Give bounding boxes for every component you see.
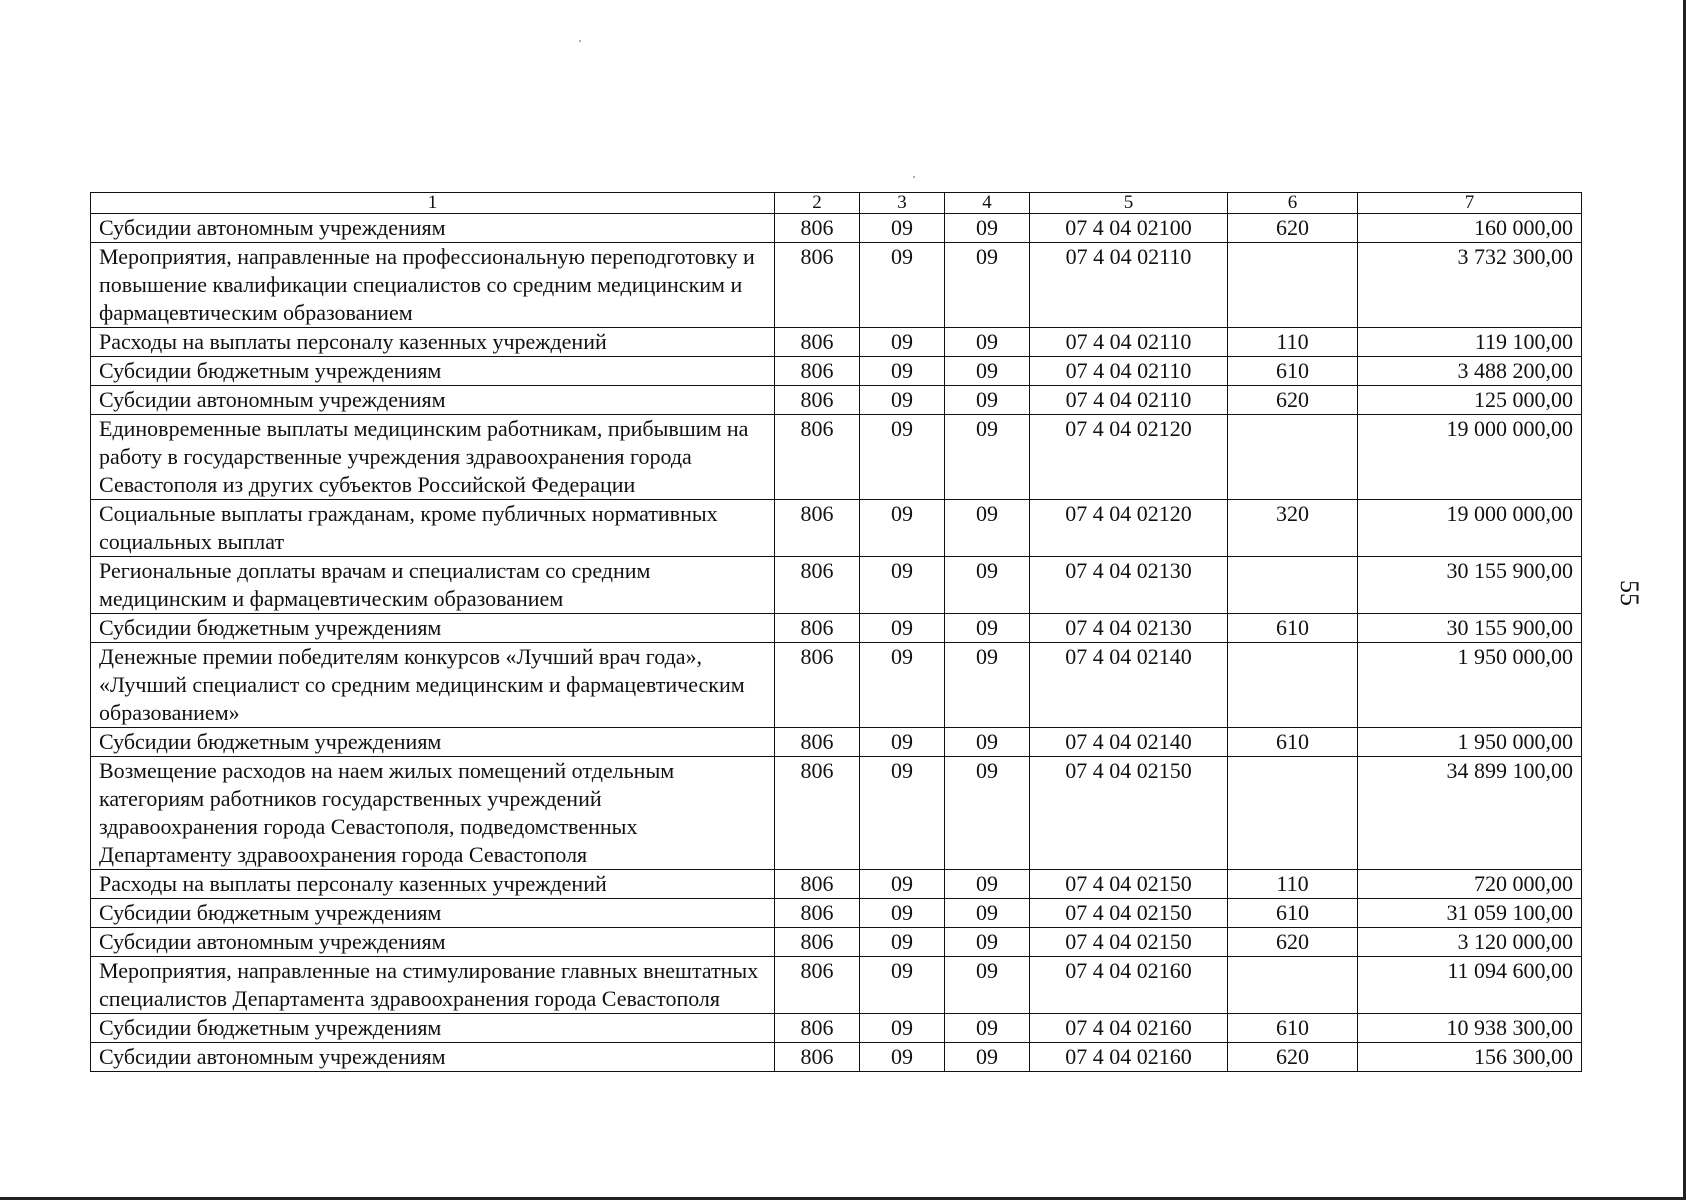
- ministry-code-cell: 806: [775, 243, 860, 328]
- target-article-cell: 07 4 04 02120: [1030, 415, 1228, 500]
- table-row: [91, 328, 1582, 357]
- row-name-cell: Субсидии автономным учреждениям: [91, 1043, 775, 1072]
- ministry-code-cell: 806: [775, 557, 860, 614]
- target-article-cell: 07 4 04 02150: [1030, 757, 1228, 870]
- subsection-code-cell: 09: [945, 643, 1030, 728]
- target-article-cell: 07 4 04 02100: [1030, 214, 1228, 243]
- target-article-cell: 07 4 04 02140: [1030, 728, 1228, 757]
- scan-speck: [913, 176, 915, 178]
- target-article-cell: 07 4 04 02160: [1030, 957, 1228, 1014]
- table-row: [91, 214, 1582, 243]
- header-cell: 4: [945, 193, 1030, 214]
- row-name-cell: Субсидии автономным учреждениям: [91, 386, 775, 415]
- expense-type-cell: 110: [1228, 870, 1358, 899]
- ministry-code-cell: 806: [775, 386, 860, 415]
- row-name-cell: Субсидии бюджетным учреждениям: [91, 614, 775, 643]
- table-row: [91, 1014, 1582, 1043]
- table-row: [91, 243, 1582, 328]
- ministry-code-cell: 806: [775, 415, 860, 500]
- subsection-code-cell: 09: [945, 357, 1030, 386]
- subsection-code-cell: 09: [945, 899, 1030, 928]
- ministry-code-cell: 806: [775, 1014, 860, 1043]
- header-row: [91, 193, 1582, 214]
- amount-cell: 125 000,00: [1358, 386, 1582, 415]
- row-name-cell: Субсидии бюджетным учреждениям: [91, 1014, 775, 1043]
- amount-cell: 3 732 300,00: [1358, 243, 1582, 328]
- expense-type-cell: 610: [1228, 899, 1358, 928]
- expense-type-cell: 610: [1228, 357, 1358, 386]
- section-code-cell: 09: [860, 328, 945, 357]
- section-code-cell: 09: [860, 1043, 945, 1072]
- row-name-cell: Денежные премии победителям конкурсов «Лучший врач года», «Лучший специалист со средним медицинским и фармацевтическим образованием»: [91, 643, 775, 728]
- subsection-code-cell: 09: [945, 757, 1030, 870]
- row-name-cell: Региональные доплаты врачам и специалистам со средним медицинским и фармацевтическим образованием: [91, 557, 775, 614]
- ministry-code-cell: 806: [775, 500, 860, 557]
- subsection-code-cell: 09: [945, 328, 1030, 357]
- row-name-cell: Субсидии бюджетным учреждениям: [91, 899, 775, 928]
- target-article-cell: 07 4 04 02160: [1030, 1014, 1228, 1043]
- row-name-cell: Расходы на выплаты персоналу казенных учреждений: [91, 870, 775, 899]
- table-row: [91, 357, 1582, 386]
- subsection-code-cell: 09: [945, 728, 1030, 757]
- target-article-cell: 07 4 04 02110: [1030, 243, 1228, 328]
- section-code-cell: 09: [860, 415, 945, 500]
- section-code-cell: 09: [860, 386, 945, 415]
- target-article-cell: 07 4 04 02150: [1030, 870, 1228, 899]
- section-code-cell: 09: [860, 643, 945, 728]
- section-code-cell: 09: [860, 928, 945, 957]
- budget-table: [90, 192, 1582, 1072]
- subsection-code-cell: 09: [945, 1014, 1030, 1043]
- ministry-code-cell: 806: [775, 357, 860, 386]
- amount-cell: 11 094 600,00: [1358, 957, 1582, 1014]
- table-row: [91, 757, 1582, 870]
- subsection-code-cell: 09: [945, 243, 1030, 328]
- scan-speck: [579, 40, 581, 42]
- amount-cell: 156 300,00: [1358, 1043, 1582, 1072]
- row-name-cell: Субсидии автономным учреждениям: [91, 928, 775, 957]
- target-article-cell: 07 4 04 02130: [1030, 614, 1228, 643]
- table-row: [91, 500, 1582, 557]
- subsection-code-cell: 09: [945, 500, 1030, 557]
- target-article-cell: 07 4 04 02160: [1030, 1043, 1228, 1072]
- target-article-cell: 07 4 04 02130: [1030, 557, 1228, 614]
- table-row: [91, 870, 1582, 899]
- table-row: [91, 1043, 1582, 1072]
- table-row: [91, 728, 1582, 757]
- ministry-code-cell: 806: [775, 757, 860, 870]
- row-name-cell: Расходы на выплаты персоналу казенных учреждений: [91, 328, 775, 357]
- section-code-cell: 09: [860, 899, 945, 928]
- amount-cell: 19 000 000,00: [1358, 500, 1582, 557]
- subsection-code-cell: 09: [945, 386, 1030, 415]
- row-name-cell: Социальные выплаты гражданам, кроме публичных нормативных социальных выплат: [91, 500, 775, 557]
- amount-cell: 3 120 000,00: [1358, 928, 1582, 957]
- expense-type-cell: [1228, 643, 1358, 728]
- amount-cell: 720 000,00: [1358, 870, 1582, 899]
- table-row: [91, 614, 1582, 643]
- subsection-code-cell: 09: [945, 614, 1030, 643]
- target-article-cell: 07 4 04 02110: [1030, 386, 1228, 415]
- section-code-cell: 09: [860, 1014, 945, 1043]
- expense-type-cell: [1228, 757, 1358, 870]
- amount-cell: 10 938 300,00: [1358, 1014, 1582, 1043]
- amount-cell: 119 100,00: [1358, 328, 1582, 357]
- row-name-cell: Субсидии автономным учреждениям: [91, 214, 775, 243]
- expense-type-cell: 320: [1228, 500, 1358, 557]
- ministry-code-cell: 806: [775, 728, 860, 757]
- amount-cell: 34 899 100,00: [1358, 757, 1582, 870]
- expense-type-cell: 620: [1228, 386, 1358, 415]
- expense-type-cell: [1228, 557, 1358, 614]
- table-row: [91, 643, 1582, 728]
- ministry-code-cell: 806: [775, 957, 860, 1014]
- row-name-cell: Мероприятия, направленные на профессиональную переподготовку и повышение квалификации специалистов со средним медицинским и фармацевтическим образованием: [91, 243, 775, 328]
- ministry-code-cell: 806: [775, 870, 860, 899]
- amount-cell: 30 155 900,00: [1358, 614, 1582, 643]
- ministry-code-cell: 806: [775, 214, 860, 243]
- subsection-code-cell: 09: [945, 1043, 1030, 1072]
- amount-cell: 3 488 200,00: [1358, 357, 1582, 386]
- section-code-cell: 09: [860, 757, 945, 870]
- expense-type-cell: 110: [1228, 328, 1358, 357]
- section-code-cell: 09: [860, 500, 945, 557]
- expense-type-cell: 610: [1228, 728, 1358, 757]
- section-code-cell: 09: [860, 728, 945, 757]
- amount-cell: 160 000,00: [1358, 214, 1582, 243]
- section-code-cell: 09: [860, 243, 945, 328]
- header-cell: 5: [1030, 193, 1228, 214]
- target-article-cell: 07 4 04 02150: [1030, 899, 1228, 928]
- amount-cell: 31 059 100,00: [1358, 899, 1582, 928]
- ministry-code-cell: 806: [775, 643, 860, 728]
- table-body: [91, 193, 1582, 1072]
- target-article-cell: 07 4 04 02110: [1030, 357, 1228, 386]
- subsection-code-cell: 09: [945, 214, 1030, 243]
- subsection-code-cell: 09: [945, 928, 1030, 957]
- expense-type-cell: 610: [1228, 614, 1358, 643]
- table-row: [91, 415, 1582, 500]
- page-number: 55: [1615, 580, 1644, 606]
- header-cell: 7: [1358, 193, 1582, 214]
- expense-type-cell: [1228, 957, 1358, 1014]
- section-code-cell: 09: [860, 557, 945, 614]
- ministry-code-cell: 806: [775, 614, 860, 643]
- row-name-cell: Мероприятия, направленные на стимулирование главных внештатных специалистов Департамента здравоохранения города Севастополя: [91, 957, 775, 1014]
- amount-cell: 1 950 000,00: [1358, 643, 1582, 728]
- row-name-cell: Субсидии бюджетным учреждениям: [91, 728, 775, 757]
- section-code-cell: 09: [860, 957, 945, 1014]
- section-code-cell: 09: [860, 214, 945, 243]
- row-name-cell: Возмещение расходов на наем жилых помещений отдельным категориям работников государственных учреждений здравоохранения города Севастополя, подведомственных Департаменту здравоохранения города Севастополя: [91, 757, 775, 870]
- header-cell: 3: [860, 193, 945, 214]
- table-row: [91, 557, 1582, 614]
- row-name-cell: Субсидии бюджетным учреждениям: [91, 357, 775, 386]
- row-name-cell: Единовременные выплаты медицинским работникам, прибывшим на работу в государственные учреждения здравоохранения города Севастополя из других субъектов Российской Федерации: [91, 415, 775, 500]
- subsection-code-cell: 09: [945, 415, 1030, 500]
- expense-type-cell: [1228, 243, 1358, 328]
- amount-cell: 1 950 000,00: [1358, 728, 1582, 757]
- table-row: [91, 386, 1582, 415]
- ministry-code-cell: 806: [775, 899, 860, 928]
- ministry-code-cell: 806: [775, 328, 860, 357]
- expense-type-cell: 620: [1228, 1043, 1358, 1072]
- target-article-cell: 07 4 04 02140: [1030, 643, 1228, 728]
- header-cell: 6: [1228, 193, 1358, 214]
- ministry-code-cell: 806: [775, 928, 860, 957]
- amount-cell: 19 000 000,00: [1358, 415, 1582, 500]
- target-article-cell: 07 4 04 02150: [1030, 928, 1228, 957]
- header-cell: 2: [775, 193, 860, 214]
- expense-type-cell: 620: [1228, 214, 1358, 243]
- expense-type-cell: [1228, 415, 1358, 500]
- table-row: [91, 928, 1582, 957]
- header-cell: 1: [91, 193, 775, 214]
- table-row: [91, 957, 1582, 1014]
- section-code-cell: 09: [860, 614, 945, 643]
- target-article-cell: 07 4 04 02120: [1030, 500, 1228, 557]
- expense-type-cell: 610: [1228, 1014, 1358, 1043]
- table-row: [91, 899, 1582, 928]
- ministry-code-cell: 806: [775, 1043, 860, 1072]
- subsection-code-cell: 09: [945, 957, 1030, 1014]
- expense-type-cell: 620: [1228, 928, 1358, 957]
- target-article-cell: 07 4 04 02110: [1030, 328, 1228, 357]
- section-code-cell: 09: [860, 357, 945, 386]
- subsection-code-cell: 09: [945, 870, 1030, 899]
- subsection-code-cell: 09: [945, 557, 1030, 614]
- amount-cell: 30 155 900,00: [1358, 557, 1582, 614]
- section-code-cell: 09: [860, 870, 945, 899]
